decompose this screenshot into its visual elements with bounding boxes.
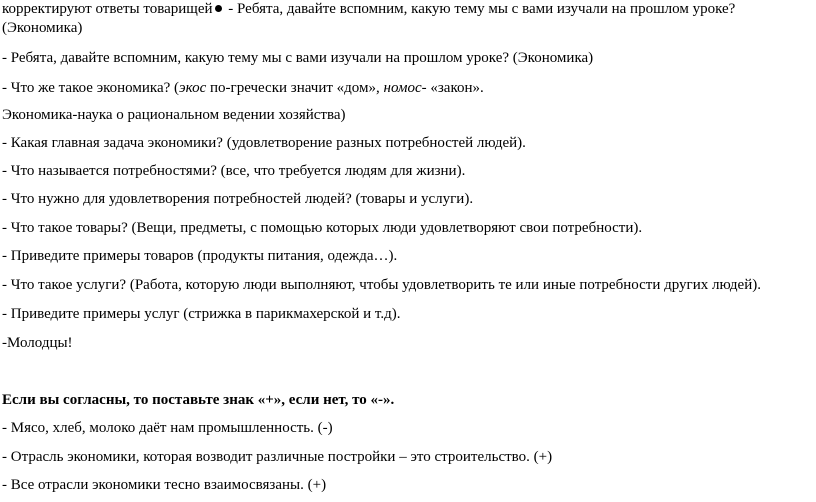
closing-line: -Молодцы! [2,335,73,351]
task-heading: Если вы согласны, то поставьте знак «+», если нет, то «-». [2,392,395,408]
intro-text-a: корректируют ответы товарищей [2,1,213,17]
definition-line: Экономика-наука о рациональном ведении хозяйства) [2,107,346,123]
eco-suffix: - «закон». [421,80,484,96]
question-line: - Приведите примеры товаров (продукты питания, одежда…). [2,248,398,264]
task-item: - Все отрасли экономики тесно взаимосвязаны. (+) [2,477,327,493]
task-item: - Отрасль экономики, которая возводит различные постройки – это строительство. (+) [2,449,553,465]
eco-ekos: экос [179,80,207,96]
qa-line-economy [2,80,484,97]
question-line: - Что такое товары? (Вещи, предметы, с помощью которых люди удовлетворяют свои потребности). [2,220,643,236]
qa-line-recall: - Ребята, давайте вспомним, какую тему мы с вами изучали на прошлом уроке? (Экономика) [2,50,594,66]
task-item: - Мясо, хлеб, молоко даёт нам промышленность. (-) [2,420,333,436]
eco-mid: по-гречески значит «дом», [206,80,384,96]
intro-line-1 [2,1,735,18]
question-line: - Какая главная задача экономики? (удовлетворение разных потребностей людей). [2,135,526,151]
question-line: - Приведите примеры услуг (стрижка в парикмахерской и т.д). [2,306,401,322]
question-line: - Что нужно для удовлетворения потребностей людей? (товары и услуги). [2,191,474,207]
intro-text-b: - Ребята, давайте вспомним, какую тему мы с вами изучали на прошлом уроке? [224,1,736,17]
question-line: - Что такое услуги? (Работа, которую люди выполняют, чтобы удовлетворить те или иные потребности других людей). [2,277,761,293]
eco-prefix: - Что же такое экономика? ( [2,80,180,96]
bullet-icon [215,5,222,12]
intro-line-2: (Экономика) [2,20,83,36]
question-line: - Что называется потребностями? (все, что требуется людям для жизни). [2,163,466,179]
eco-nomos: номос [383,80,422,96]
